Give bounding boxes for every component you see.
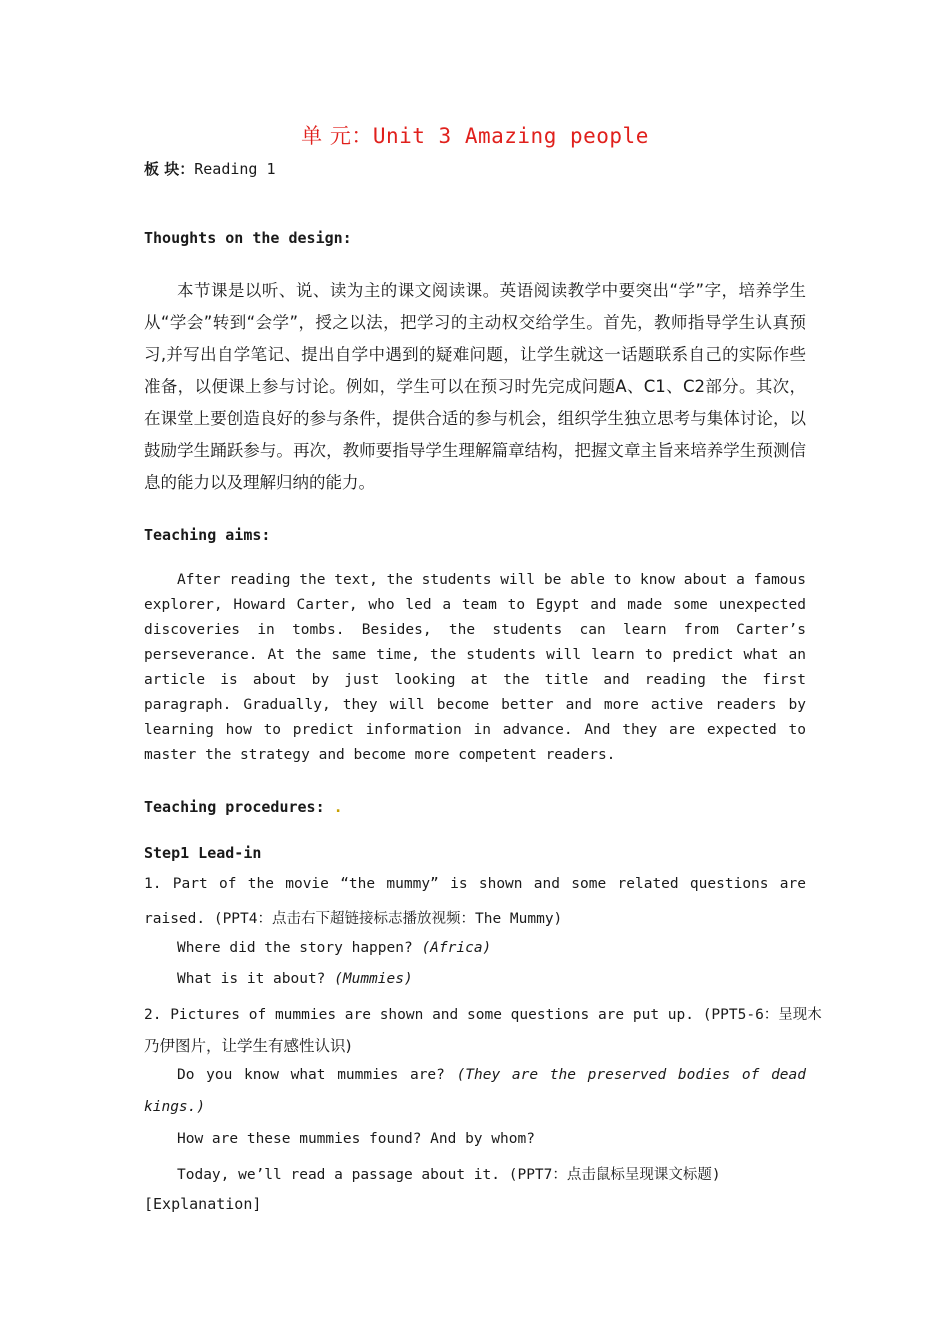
explanation-heading: [Explanation] xyxy=(144,1195,262,1213)
procedures-dot: . xyxy=(333,798,343,816)
question-2-text: What is it about? xyxy=(177,971,335,987)
question-2-answer: (Mummies) xyxy=(334,971,413,987)
question-3-text: Do you know what mummies are? xyxy=(177,1067,457,1083)
question-3 xyxy=(177,1067,806,1083)
question-4: How are these mummies found? And by whom? xyxy=(177,1131,535,1147)
item1-line1: 1. Part of the movie “the mummy” is shown and some related questions are xyxy=(144,876,806,892)
block-label: 板 块： xyxy=(144,160,195,178)
procedures-heading xyxy=(144,798,343,816)
unit-title-label: 单 元： xyxy=(301,124,373,148)
block-line xyxy=(144,158,276,179)
question-3-answer: (They are the preserved bodies of dead xyxy=(456,1067,806,1083)
question-1-text: Where did the story happen? xyxy=(177,940,422,956)
design-heading: Thoughts on the design: xyxy=(144,229,352,247)
unit-title xyxy=(144,120,806,150)
question-5: Today, we’ll read a passage about it. (PPT7：点击鼠标呈现课文标题) xyxy=(177,1167,721,1183)
item2-line1: 2. Pictures of mummies are shown and some questions are put up. (PPT5-6：呈现木 xyxy=(144,1007,822,1023)
block-value: Reading 1 xyxy=(194,160,276,178)
question-3-answer-cont: kings.) xyxy=(144,1099,206,1115)
question-2 xyxy=(177,971,806,987)
unit-title-text: Unit 3 Amazing people xyxy=(372,124,649,148)
design-paragraph: 本节课是以听、说、读为主的课文阅读课。英语阅读教学中要突出“学”字，培养学生从“学会”转到“会学”，授之以法，把学习的主动权交给学生。首先，教师指导学生认真预习,并写出自学笔记、提出自学中遇到的疑难问题，让学生就这一话题联系自己的实际作些准备，以便课上参与讨论。例如，学生可以在预习时先完成问题A、C1、C2部分。其次，在课堂上要创造良好的参与条件，提供合适的参与机会，组织学生独立思考与集体讨论，以鼓励学生踊跃参与。再次，教师要指导学生理解篇章结构，把握文章主旨来培养学生预测信息的能力以及理解归纳的能力。 xyxy=(144,281,806,492)
question-1-answer: (Africa) xyxy=(421,940,492,956)
item1-line2-text: raised. (PPT4：点击右下超链接标志播放视频：The Mummy) xyxy=(144,911,563,927)
aims-paragraph: After reading the text, the students will be able to know about a famous explorer, Howard Carter, who led a team to Egypt and made some unexpected discoveries in tombs. Besides, the students can learn from Carter’s perseverance. At the same time, the students will learn to predict what an article is about by just looking at the title and reading the first paragraph. Gradually, they will become better and more active readers by learning how to predict information in advance. And they are expected to master the strategy and become more competent readers. xyxy=(144,572,806,763)
procedures-heading-text: Teaching procedures: xyxy=(144,798,325,816)
item2-line2: 乃伊图片，让学生有感性认识) xyxy=(144,1037,352,1055)
item1-line2 xyxy=(144,907,806,928)
step1-heading: Step1 Lead-in xyxy=(144,844,262,862)
question-1 xyxy=(177,940,806,956)
aims-heading: Teaching aims: xyxy=(144,526,271,544)
